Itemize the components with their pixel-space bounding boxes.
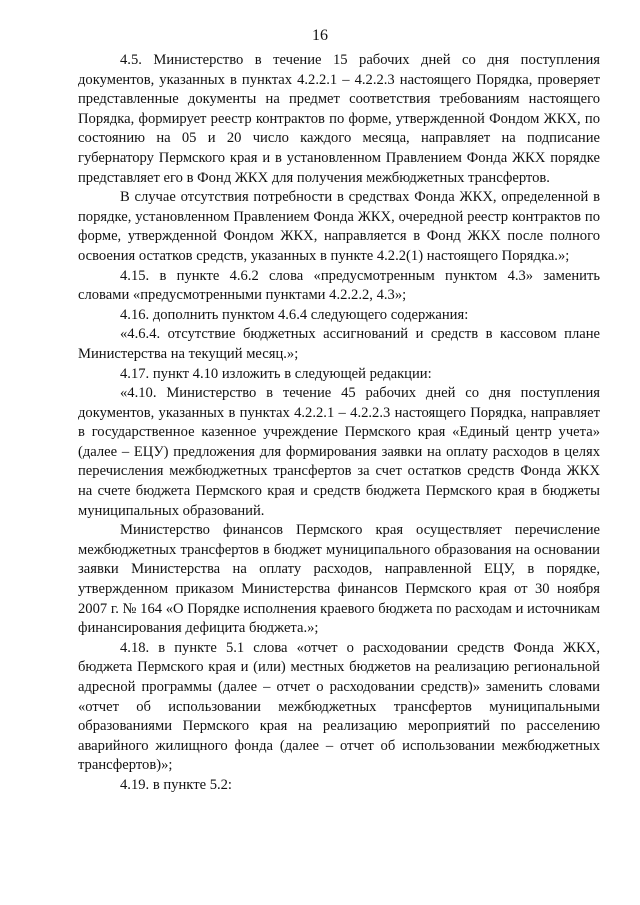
paragraph-4-17: 4.17. пункт 4.10 изложить в следующей редакции: xyxy=(120,365,432,382)
paragraph-4-6-4: «4.6.4. отсутствие бюджетных ассигнований и средств в кассовом плане Министерства на текущий месяц.»; xyxy=(78,326,600,362)
paragraph-4-10: «4.10. Министерство в течение 45 рабочих дней со дня поступления документов, указанных в пунктах 4.2.2.1 – 4.2.2.3 настоящего Порядка, направляет в государственное казенное учреждение Пермского края «Единый центр учета» (далее – ЕЦУ) предложения для формирования заявки на оплату расходов в целях перечисления межбюджетных трансфертов за счет остатков средств Фонда ЖКХ на счете бюджета Пермского края и средств бюджета Пермского края в бюджеты муниципальных образований. xyxy=(78,385,600,519)
paragraph-4-18: 4.18. в пункте 5.1 слова «отчет о расходовании средств Фонда ЖКХ, бюджета Пермского края и (или) местных бюджетов на реализацию региональной адресной программы (далее – отчет о расходовании средств)» заменить словами «отчет об использовании межбюджетных трансфертов муниципальными образованиями Пермского края на реализацию мероприятий по расселению аварийного жилищного фонда (далее – отчет об использовании межбюджетных трансфертов)»; xyxy=(78,639,600,774)
paragraph-4-16: 4.16. дополнить пунктом 4.6.4 следующего содержания: xyxy=(120,306,469,323)
page-number: 16 xyxy=(312,27,328,44)
paragraph-4-5: 4.5. Министерство в течение 15 рабочих дней со дня поступления документов, указанных в пунктах 4.2.2.1 – 4.2.2.3 настоящего Порядка, проверяет представленные документы на предмет соответствия требованиям настоящего Порядка, формирует реестр контрактов по форме, утвержденной Фондом ЖКХ, по состоянию на 05 и 20 число каждого месяца, направляет на подписание губернатору Пермского края и в установленном Правлением Фонда ЖКХ порядке представляет его в Фонд ЖКХ для получения межбюджетных трансфертов. xyxy=(78,52,600,186)
paragraph-4-10-continuation: Министерство финансов Пермского края осуществляет перечисление межбюджетных трансфертов в бюджет муниципального образования на основании заявки Министерства на оплату расходов, направленной ЕЦУ, в порядке, утвержденном приказом Министерства финансов Пермского края от 30 ноября 2007 г. № 164 «О Порядке исполнения краевого бюджета по расходам и источникам финансирования дефицита бюджета.»; xyxy=(78,522,600,637)
paragraph-4-5-continuation: В случае отсутствия потребности в средствах Фонда ЖКХ, определенной в порядке, установленном Правлением Фонда ЖКХ, очередной реестр контрактов по форме, утвержденной Фондом ЖКХ, направляется в Фонд ЖКХ после полного освоения остатков средств, указанных в пункте 4.2.2(1) настоящего Порядка.»; xyxy=(78,189,600,264)
paragraph-4-19: 4.19. в пункте 5.2: xyxy=(120,776,232,793)
paragraph-4-15: 4.15. в пункте 4.6.2 слова «предусмотренным пунктом 4.3» заменить словами «предусмотренными пунктами 4.2.2.2, 4.3»; xyxy=(78,267,600,304)
document-body xyxy=(78,51,600,796)
